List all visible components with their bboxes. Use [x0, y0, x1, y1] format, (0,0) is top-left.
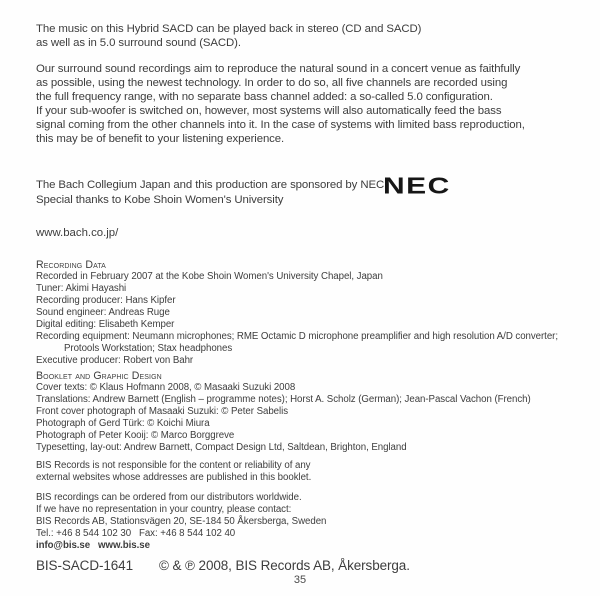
text-line: Typesetting, lay-out: Andrew Barnett, Compact Design Ltd, Saltdean, Brighton, England [36, 442, 407, 453]
paragraph-hybrid-sacd [36, 22, 570, 50]
copyright-notice: © & ℗ 2008, BIS Records AB, Åkersberga. [159, 558, 410, 573]
text-line: the full frequency range, with no separate bass channel added: a so-called 5.0 configuration. [36, 91, 493, 103]
booklet-design-section [36, 370, 570, 454]
text-line: BIS Records is not responsible for the content or reliability of any [36, 460, 311, 471]
text-line: Photograph of Gerd Türk: © Koichi Miura [36, 418, 210, 429]
text-line: Our surround sound recordings aim to reproduce the natural sound in a concert venue as faithfully [36, 63, 521, 75]
text-line: If your sub-woofer is switched on, however, most systems will also automatically feed the bass [36, 105, 502, 117]
text-line: Sound engineer: Andreas Ruge [36, 307, 170, 318]
booklet-design-heading: Booklet and Graphic Design [36, 370, 162, 382]
nec-logo: NEC [383, 173, 451, 199]
text-line: Protools Workstation; Stax headphones [64, 343, 233, 354]
recording-data-heading: Recording Data [36, 259, 106, 271]
text-line: Tel.: +46 8 544 102 30 Fax: +46 8 544 102 40 [36, 528, 236, 539]
text-line: signal coming from the other channels into it. In the case of systems with limited bass reproduction, [36, 119, 525, 131]
text-line: The music on this Hybrid SACD can be played back in stereo (CD and SACD) [36, 23, 422, 35]
text-line: BIS recordings can be ordered from our distributors worldwide. [36, 492, 302, 503]
text-line: Cover texts: © Klaus Hofmann 2008, © Masaaki Suzuki 2008 [36, 382, 296, 393]
disclaimer-block [36, 460, 570, 484]
page-number: 35 [293, 574, 307, 586]
sponsor-block [36, 173, 570, 208]
text-line: Recording producer: Hans Kipfer [36, 295, 176, 306]
paragraph-surround-sound [36, 62, 570, 146]
ordering-block [36, 492, 570, 552]
text-line: Front cover photograph of Masaaki Suzuki: © Peter Sabelis [36, 406, 288, 417]
text-line: Recorded in February 2007 at the Kobe Shoin Women's University Chapel, Japan [36, 271, 383, 282]
recording-data-section [36, 259, 570, 367]
text-line: BIS Records AB, Stationsvägen 20, SE-184 50 Åkersberga, Sweden [36, 516, 327, 527]
text-line: Recording equipment: Neumann microphones; RME Octamic D microphone preamplifier and high resolution A/D converter; [36, 331, 558, 342]
text-line: Executive producer: Robert von Bahr [36, 355, 194, 366]
text-line: as well as in 5.0 surround sound (SACD). [36, 37, 241, 49]
text-line: The Bach Collegium Japan and this production are sponsored by NEC. [36, 179, 388, 191]
bach-website-url: www.bach.co.jp/ [36, 227, 119, 239]
text-line: Translations: Andrew Barnett (English – programme notes); Horst A. Scholz (German); Jean-Pascal Vachon (French) [36, 394, 531, 405]
catalogue-line [36, 557, 570, 574]
text-line: Special thanks to Kobe Shoin Women's University [36, 194, 284, 206]
text-line: as possible, using the newest technology. In order to do so, all five channels are recorded using [36, 77, 508, 89]
catalogue-number: BIS-SACD-1641 [36, 558, 133, 573]
text-line: Digital editing: Elisabeth Kemper [36, 319, 175, 330]
text-line: Photograph of Peter Kooij: © Marco Borggreve [36, 430, 235, 441]
contact-links: info@bis.se www.bis.se [36, 540, 150, 551]
text-line: this may be of benefit to your listening experience. [36, 133, 285, 145]
text-line: If we have no representation in your country, please contact: [36, 504, 292, 515]
text-line: external websites whose addresses are published in this booklet. [36, 472, 312, 483]
text-line: Tuner: Akimi Hayashi [36, 283, 127, 294]
